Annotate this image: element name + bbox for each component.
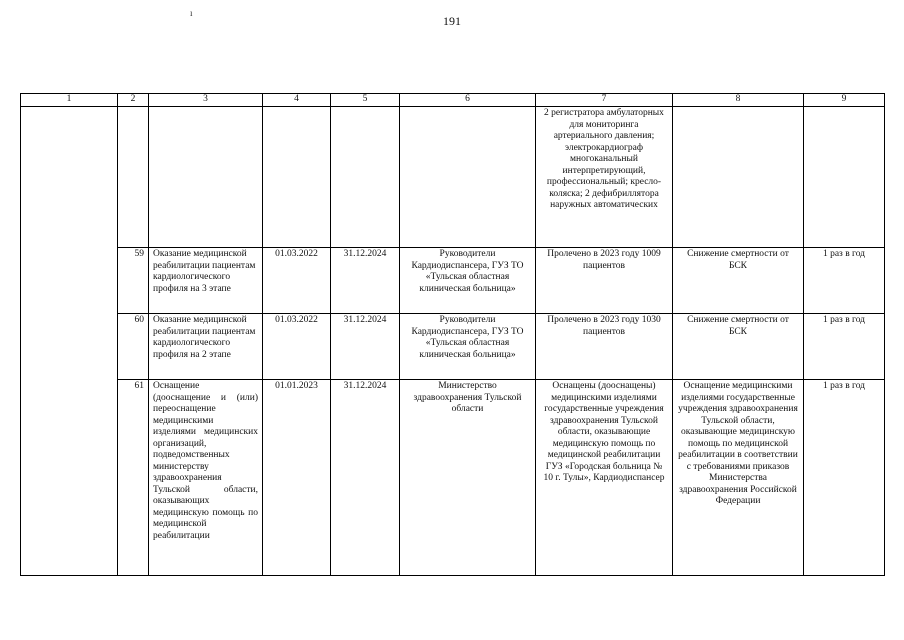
row-effect: Снижение смертности от БСК <box>673 314 804 380</box>
row-responsible: Руководители Кардиодиспансера, ГУЗ ТО «Тульская областная клиническая больница» <box>400 248 536 314</box>
scan-mark: ı <box>190 8 193 18</box>
row-number: 59 <box>118 248 149 314</box>
header-row <box>21 94 885 107</box>
header-col-1: 1 <box>21 94 118 107</box>
header-col-8: 8 <box>673 94 804 107</box>
row-end-date: 31.12.2024 <box>331 248 400 314</box>
row-result: Оснащены (дооснащены) медицинскими изделиями государственные учреждения здравоохранения Тульской области, оказывающие медицинскую помощь по медицинской реабилитации ГУЗ «Городская больница № 10 г. Тулы», Кардиодиспансер <box>536 380 673 576</box>
header-col-3: 3 <box>149 94 263 107</box>
table-row-continuation <box>21 107 885 248</box>
header-col-6: 6 <box>400 94 536 107</box>
header-col-9: 9 <box>804 94 885 107</box>
cell-responsible <box>400 107 536 248</box>
row-event: Оснащение (дооснащение и (или) переоснащение медицинскими изделиями медицинских организаций, подведомственных министерству здравоохранения Тульской области, оказывающих медицинскую помощь по медицинской реабилитации <box>149 380 263 576</box>
row-effect: Снижение смертности от БСК <box>673 248 804 314</box>
cell-effect <box>673 107 804 248</box>
header-col-5: 5 <box>331 94 400 107</box>
cell-equipment-list: 2 регистратора амбулаторных для мониторинга артериального давления; электрокардиограф многоканальный интерпретирующий, профессиональный; кресло-коляска; 2 дефибриллятора наружных автоматических <box>536 107 673 248</box>
header-col-4: 4 <box>263 94 331 107</box>
row-start-date: 01.01.2023 <box>263 380 331 576</box>
row-frequency: 1 раз в год <box>804 248 885 314</box>
row-event: Оказание медицинской реабилитации пациентам кардиологического профиля на 3 этапе <box>149 248 263 314</box>
cell-end <box>331 107 400 248</box>
row-end-date: 31.12.2024 <box>331 380 400 576</box>
table-row <box>21 380 885 576</box>
row-responsible: Руководители Кардиодиспансера, ГУЗ ТО «Тульская областная клиническая больница» <box>400 314 536 380</box>
row-frequency: 1 раз в год <box>804 314 885 380</box>
header-col-2: 2 <box>118 94 149 107</box>
table-row <box>21 314 885 380</box>
row-result: Пролечено в 2023 году 1009 пациентов <box>536 248 673 314</box>
row-result: Пролечено в 2023 году 1030 пациентов <box>536 314 673 380</box>
row-start-date: 01.03.2022 <box>263 248 331 314</box>
row-start-date: 01.03.2022 <box>263 314 331 380</box>
row-number: 61 <box>118 380 149 576</box>
cell-event <box>149 107 263 248</box>
row-effect: Оснащение медицинскими изделиями государственные учреждения здравоохранения Тульской области, оказывающие медицинскую помощь по медицинской реабилитации в соответствии с требованиями приказов Министерства здравоохранения Российской Федерации <box>673 380 804 576</box>
page-number: 191 <box>443 14 461 28</box>
row-frequency: 1 раз в год <box>804 380 885 576</box>
row-number: 60 <box>118 314 149 380</box>
table-row <box>21 248 885 314</box>
row-responsible: Министерство здравоохранения Тульской области <box>400 380 536 576</box>
header-col-7: 7 <box>536 94 673 107</box>
row-end-date: 31.12.2024 <box>331 314 400 380</box>
plan-table <box>20 93 885 576</box>
cell-start <box>263 107 331 248</box>
section-cell <box>21 107 118 576</box>
row-event: Оказание медицинской реабилитации пациентам кардиологического профиля на 2 этапе <box>149 314 263 380</box>
cell-num <box>118 107 149 248</box>
cell-frequency <box>804 107 885 248</box>
